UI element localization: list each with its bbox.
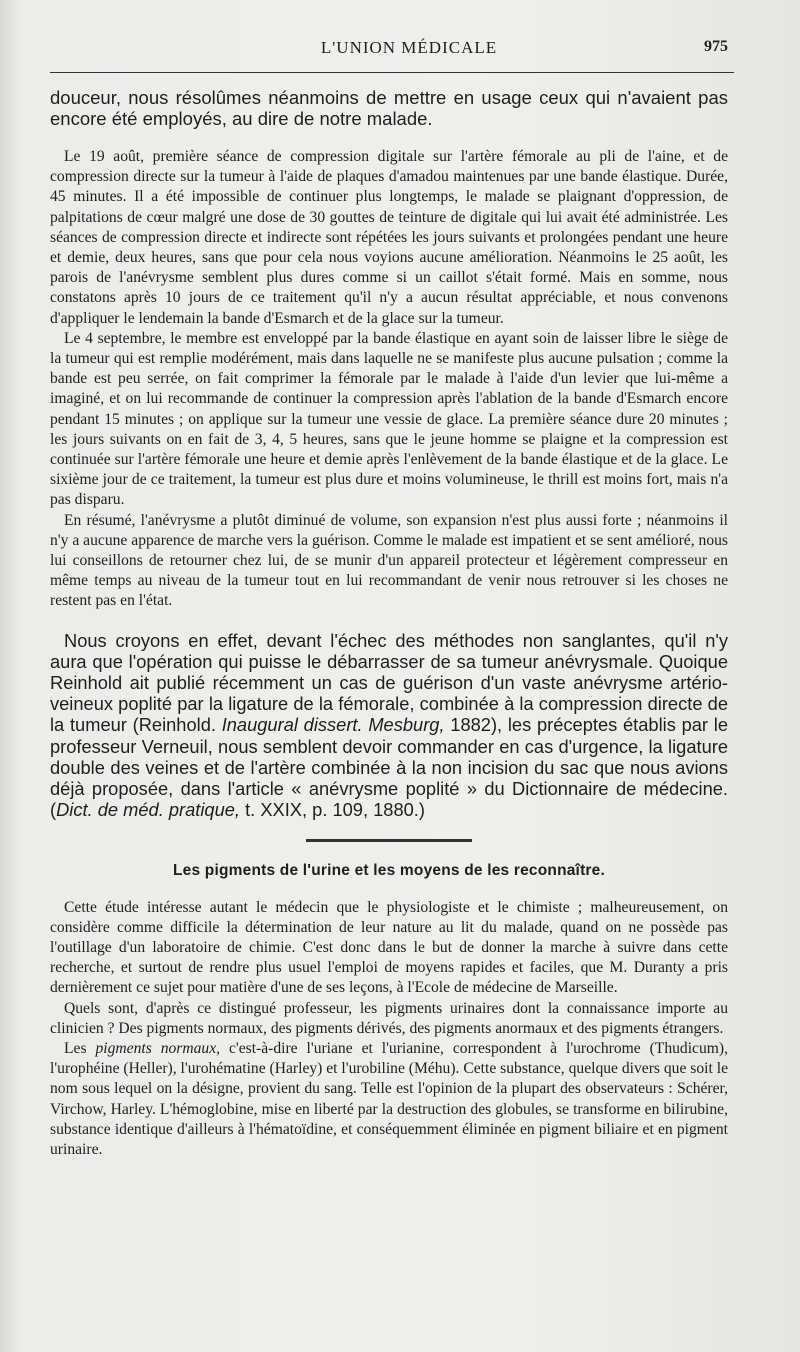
emphasis-pigments-normaux: pigments normaux, (95, 1039, 221, 1057)
conclusion-text: Nous croyons en effet, devant l'échec des méthodes non sanglantes, qu'il n'y aura que l'opération qui puisse le débarrasser de sa tumeur anévrysmale. Quoique Reinhold ait publié récemment un cas de guérison d'un vaste anévrysme artério-veineux poplité par la ligature de la fémorale, combinée à la compression directe de la tumeur (Reinhold. (50, 629, 728, 736)
lead-paragraph: douceur, nous résolûmes néanmoins de mettre en usage ceux qui n'avaient pas encore été employés, au dire de notre malade. (50, 87, 728, 129)
case-report (50, 147, 728, 612)
pigments-section (50, 898, 728, 1161)
case-paragraph: Le 4 septembre, le membre est enveloppé par la bande élastique en ayant soin de laisser libre le siège de la tumeur qui est remplie modérément, mais dans laquelle ne se manifeste plus aucune pulsation ; comme la bande est peu serrée, on fait comprimer la fémorale par le malade à l'aide d'un levier que lui-même a imaginé, et on lui recommande de continuer la compression après l'ablation de la bande d'Esmarch encore pendant 15 minutes ; on applique sur la tumeur une vessie de glace. La première séance dure 20 minutes ; les jours suivants on en fait de 3, 4, 5 heures, sans que le jeune homme se plaigne et la compression est continuée sur l'artère fémorale une heure et demie après l'enlèvement de la bande élastique et de la glace. Le sixième jour de ce traitement, la tumeur est plus dure et moins volumineuse, le thrill est moins fort, mais n'a pas disparu. (50, 329, 728, 509)
citation-inaugural: Inaugural dissert. Mesburg, (221, 714, 445, 736)
conclusion-block (50, 630, 728, 821)
running-header (50, 34, 728, 64)
citation-dictionary: Dict. de méd. pratique, (56, 799, 241, 821)
section-text: Les (64, 1039, 96, 1057)
header-rule (50, 72, 734, 73)
conclusion-text: 1882), les préceptes établis par le professeur Verneuil, nous semblent devoir commander en cas d'urgence, la ligature double des veines et de l'artère combinée à la non incision du sac que nous avions déjà proposée, dans l'article « anévrysme poplité » du Dictionnaire de médecine. ( (50, 714, 728, 821)
section-paragraph: Quels sont, d'après ce distingué professeur, les pigments urinaires dont la connaissance importe au clinicien ? Des pigments normaux, des pigments dérivés, des pigments anormaux et des pigments étrangers. (50, 999, 728, 1037)
page-number: 975 (704, 38, 728, 55)
case-paragraph: En résumé, l'anévrysme a plutôt diminué de volume, son expansion n'est plus aussi forte ; néanmoins il n'y a aucune apparence de marche vers la guérison. Comme le malade est impatient et se sent amélioré, nous lui conseillons de retourner chez lui, de se munir d'un appareil protecteur et légèrement compresseur en même temps au niveau de la tumeur tout en lui recommandant de venir nous retrouver si les choses ne restent pas en l'état. (50, 511, 728, 610)
section-text: c'est-à-dire l'uriane et l'urianine, correspondent à l'urochrome (Thudicum), l'urophéine (Heller), l'urohématine (Harley) et l'urobiline (Méhu). Cette substance, quelque divers que soit le nom sous lequel on la désigne, provient du sang. Telle est l'opinion de la plupart des observateurs : Schérer, Virchow, Harley. L'hémoglobine, mise en liberté par la destruction des globules, se transforme en bilirubine, substance identique d'ailleurs à l'hématoïdine, et conséquemment éliminée en pigment biliaire et en pigment urinaire. (50, 1039, 728, 1158)
running-title: L'UNION MÉDICALE (320, 38, 498, 57)
conclusion-paragraph (50, 630, 728, 821)
section-paragraph: Cette étude intéresse autant le médecin que le physiologiste et le chimiste ; malheureusement, on considère comme difficile la détermination de leur nature au lit du malade, quand on ne possède pas l'outillage d'un laboratoire de chimie. C'est donc dans le but de donner la marche à suivre dans cette recherche, et surtout de rendre plus usuel l'emploi de moyens rapides et faciles, que M. Duranty a pris dernièrement ce sujet pour matière d'une de ses leçons, à l'Ecole de médecine de Marseille. (50, 898, 728, 997)
section-title: Les pigments de l'urine et les moyens de les reconnaître. (172, 861, 605, 879)
section-paragraph (50, 1039, 728, 1160)
case-paragraph: Le 19 août, première séance de compression digitale sur l'artère fémorale au pli de l'aine, et de compression directe sur la tumeur à l'aide de plaques d'amadou maintenues par une bande élastique. Durée, 45 minutes. Il a été impossible de continuer plus longtemps, le malade se plaignant d'oppression, de palpitations de cœur malgré une dose de 30 gouttes de teinture de digitale qui lui avait été administrée. Les séances de compression directe et indirecte sont répétées les jours suivants et prolongées pendant une heure et demie, deux heures, sans que pour cela nous voyions aucune amélioration. Néanmoins le 25 août, les parois de l'anévrysme semblent plus dures comme si un caillot s'était formé. Mais en somme, nous constatons après 10 jours de ce traitement qu'il n'y a aucun résultat appréciable, et nous convenons d'appliquer le lendemain la bande d'Esmarch et de la glace sur la tumeur. (50, 148, 728, 327)
conclusion-text: t. XXIX, p. 109, 1880.) (240, 799, 425, 821)
section-divider (306, 839, 472, 842)
